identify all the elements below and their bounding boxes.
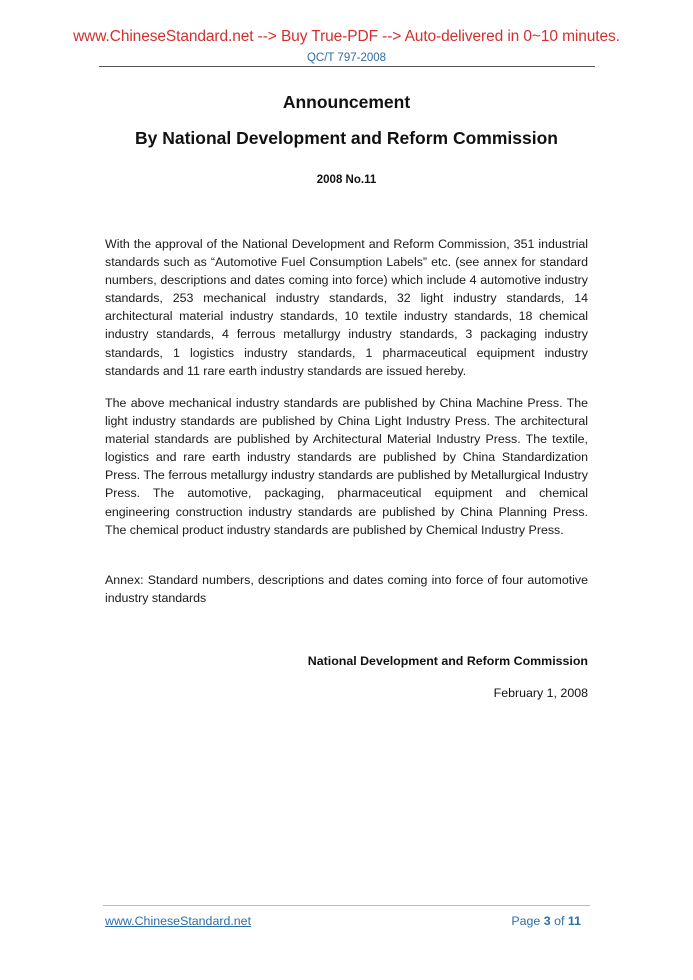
paragraph-publishers: The above mechanical industry standards are published by China Machine Press. The light industry standards are published by China Light Industry Press. The architectural material standards are published by Architectural Material Industry Press. The textile, logistics and rare earth industry standards are published by China Standardization Press. The ferrous metallurgy industry standards are published by Metallurgical Industry Press. The automotive, packaging, pharmaceutical equipment and chemical engineering construction industry standards are published by China Planning Press. The chemical product industry standards are published by Chemical Industry Press. xyxy=(105,396,588,537)
footer-divider xyxy=(103,905,590,906)
header-divider xyxy=(99,66,595,67)
promo-banner[interactable]: www.ChineseStandard.net --> Buy True-PDF --> Auto-delivered in 0~10 minutes. xyxy=(73,28,620,45)
page-current: 3 xyxy=(543,914,551,928)
document-id: QC/T 797-2008 xyxy=(306,52,387,64)
page-subtitle: By National Development and Reform Commission xyxy=(135,128,558,148)
paragraph-annex: Annex: Standard numbers, descriptions and dates coming into force of four automotive industry standards xyxy=(105,573,588,606)
announcement-number: 2008 No.11 xyxy=(316,174,377,186)
paragraph-approval: With the approval of the National Development and Reform Commission, 351 industrial standards such as “Automotive Fuel Consumption Labels” etc. (see annex for standard numbers, descriptions and dates coming into force) which include 4 automotive industry standards, 253 mechanical industry standards, 32 light industry standards, 14 architectural material industry standards, 10 textile industry standards, 18 chemical industry standards, 4 ferrous metallurgy industry standards, 3 packaging industry standards, 1 logistics industry standards, 1 pharmaceutical equipment industry standards and 11 rare earth industry standards are issued hereby. xyxy=(105,237,588,378)
page-of: of xyxy=(554,914,565,928)
signer: National Development and Reform Commission xyxy=(307,654,588,668)
page-prefix: Page xyxy=(511,914,541,928)
page-total: 11 xyxy=(567,914,581,928)
page-indicator xyxy=(511,914,581,928)
page-title: Announcement xyxy=(282,92,411,112)
footer-website-link[interactable]: www.ChineseStandard.net xyxy=(105,914,252,928)
issue-date: February 1, 2008 xyxy=(493,686,588,700)
